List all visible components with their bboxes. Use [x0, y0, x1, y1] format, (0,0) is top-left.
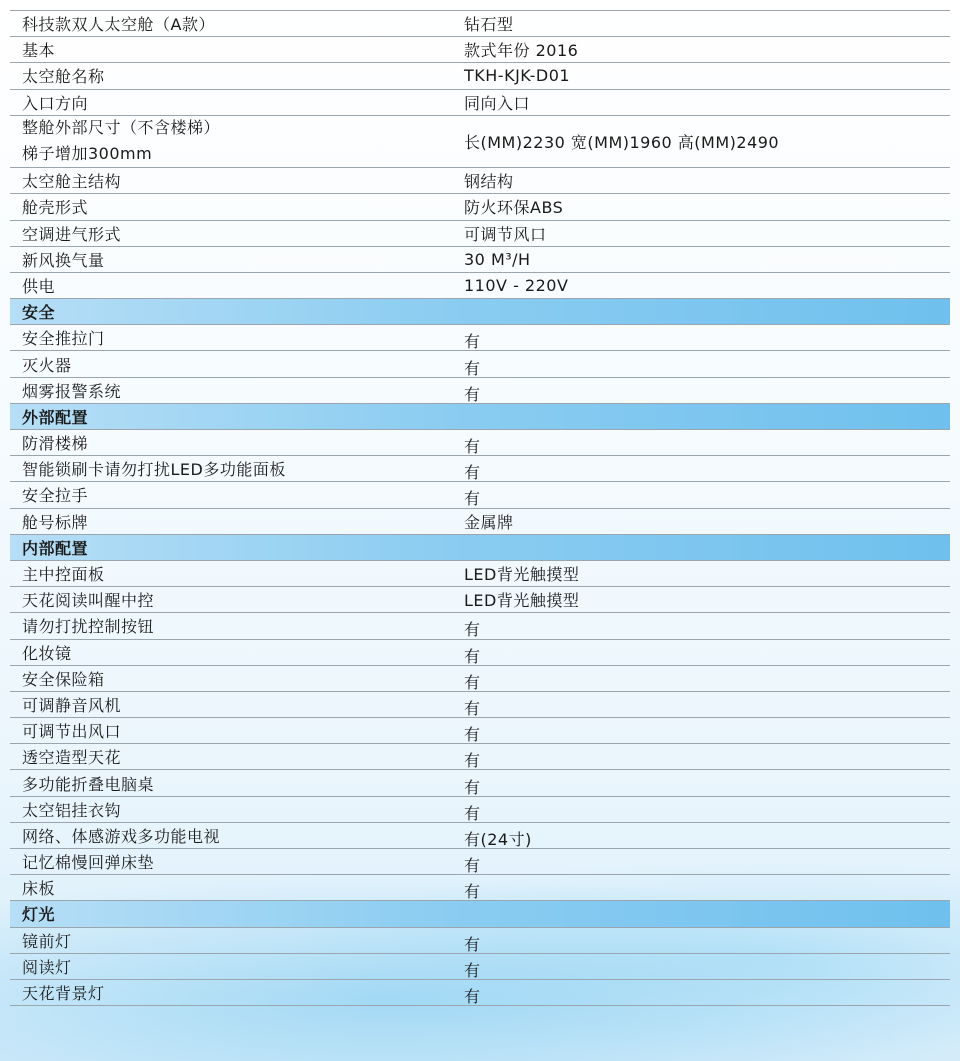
spec-value: 有 — [464, 672, 481, 692]
spec-value: TKH-KJK-D01 — [464, 66, 571, 86]
spec-row — [10, 378, 950, 404]
spec-row — [10, 456, 950, 482]
spec-value: 有 — [464, 751, 481, 771]
spec-label: 多功能折叠电脑桌 — [22, 774, 155, 794]
spec-label: 防滑楼梯 — [22, 434, 89, 454]
spec-label-note: 梯子增加300mm — [22, 144, 153, 164]
section-header — [10, 535, 950, 561]
section-header — [10, 299, 950, 325]
spec-label: 舱号标牌 — [22, 512, 89, 532]
spec-label: 安全推拉门 — [22, 329, 105, 349]
spec-value: 有 — [464, 646, 481, 666]
spec-label: 灭火器 — [22, 355, 72, 375]
spec-value: 有 — [464, 777, 481, 797]
spec-row — [10, 351, 950, 377]
spec-row — [10, 90, 950, 116]
spec-label: 床板 — [22, 879, 56, 899]
spec-row — [10, 613, 950, 639]
spec-row — [10, 247, 950, 273]
spec-label: 记忆棉慢回弹床垫 — [22, 853, 155, 873]
spec-label: 太空铝挂衣钩 — [22, 800, 122, 820]
spec-label — [10, 115, 462, 167]
spec-label: 网络、体感游戏多功能电视 — [22, 826, 221, 846]
section-header — [10, 901, 950, 927]
spec-row — [10, 744, 950, 770]
spec-label: 请勿打扰控制按钮 — [22, 617, 155, 637]
spec-value: 防火环保ABS — [464, 198, 564, 218]
spec-value: 有 — [464, 960, 481, 980]
spec-label: 智能锁刷卡请勿打扰LED多功能面板 — [22, 460, 286, 480]
spec-row — [10, 509, 950, 535]
spec-label-line: 整舱外部尺寸（不含楼梯） — [22, 118, 221, 138]
section-title: 安全 — [22, 303, 56, 323]
spec-value: 钢结构 — [464, 172, 514, 192]
spec-label: 安全保险箱 — [22, 669, 105, 689]
spec-value: 有 — [464, 803, 481, 823]
spec-row — [10, 770, 950, 796]
spec-row — [10, 168, 950, 194]
spec-row — [10, 954, 950, 980]
spec-row — [10, 11, 950, 37]
spec-label: 空调进气形式 — [22, 224, 122, 244]
spec-row — [10, 194, 950, 220]
spec-row — [10, 561, 950, 587]
spec-value: 款式年份 2016 — [464, 41, 579, 61]
spec-label: 天花背景灯 — [22, 984, 105, 1004]
spec-label: 供电 — [22, 276, 56, 296]
spec-value: 有 — [464, 987, 481, 1007]
spec-label: 安全拉手 — [22, 486, 89, 506]
spec-row — [10, 666, 950, 692]
spec-label: 烟雾报警系统 — [22, 381, 122, 401]
spec-value: 30 M³/H — [464, 249, 531, 269]
spec-row — [10, 640, 950, 666]
spec-value: 有 — [464, 463, 481, 483]
spec-value: LED背光触摸型 — [464, 565, 580, 585]
spec-row — [10, 273, 950, 299]
spec-value: 有 — [464, 725, 481, 745]
spec-value: 有(24寸) — [464, 829, 532, 849]
section-title: 灯光 — [22, 905, 56, 925]
spec-label: 阅读灯 — [22, 957, 72, 977]
spec-value: 钻石型 — [464, 15, 514, 35]
spec-row — [10, 928, 950, 954]
spec-value: 有 — [464, 332, 481, 352]
spec-value: 有 — [464, 358, 481, 378]
spec-value: 金属牌 — [464, 512, 514, 532]
spec-row — [10, 37, 950, 63]
spec-value: 有 — [464, 698, 481, 718]
spec-row — [10, 718, 950, 744]
spec-value: 有 — [464, 882, 481, 902]
spec-label: 入口方向 — [22, 93, 89, 113]
spec-row — [10, 875, 950, 901]
spec-label: 镜前灯 — [22, 931, 72, 951]
spec-row — [10, 980, 950, 1006]
spec-value: 可调节风口 — [464, 224, 547, 244]
spec-row — [10, 325, 950, 351]
spec-label: 天花阅读叫醒中控 — [22, 591, 155, 611]
spec-label: 舱壳形式 — [22, 198, 89, 218]
spec-label: 基本 — [22, 41, 56, 61]
spec-value: 有 — [464, 934, 481, 954]
spec-row — [10, 221, 950, 247]
spec-row — [10, 587, 950, 613]
spec-value: 110V - 220V — [464, 275, 569, 295]
spec-value: 长(MM)2230 宽(MM)1960 高(MM)2490 — [464, 132, 780, 152]
section-header — [10, 404, 950, 430]
section-title: 外部配置 — [22, 407, 89, 427]
spec-label: 可调静音风机 — [22, 695, 122, 715]
spec-row — [10, 692, 950, 718]
spec-label: 主中控面板 — [22, 565, 105, 585]
spec-label: 太空舱名称 — [22, 67, 105, 87]
spec-label: 透空造型天花 — [22, 748, 122, 768]
spec-row — [10, 482, 950, 508]
spec-value: 有 — [464, 489, 481, 509]
spec-value: 有 — [464, 620, 481, 640]
spec-value: 同向入口 — [464, 93, 531, 113]
spec-value: LED背光触摸型 — [464, 591, 580, 611]
spec-row — [10, 849, 950, 875]
spec-value: 有 — [464, 384, 481, 404]
spec-table — [10, 10, 950, 1006]
spec-row — [10, 797, 950, 823]
spec-label: 科技款双人太空舱（A款） — [22, 15, 215, 35]
section-title: 内部配置 — [22, 538, 89, 558]
spec-value: 有 — [464, 437, 481, 457]
spec-label: 太空舱主结构 — [22, 172, 122, 192]
spec-label: 可调节出风口 — [22, 722, 122, 742]
spec-row — [10, 63, 950, 89]
spec-label: 化妆镜 — [22, 643, 72, 663]
spec-row — [10, 430, 950, 456]
spec-row — [10, 823, 950, 849]
spec-row — [10, 116, 950, 168]
spec-value: 有 — [464, 856, 481, 876]
spec-label: 新风换气量 — [22, 250, 105, 270]
